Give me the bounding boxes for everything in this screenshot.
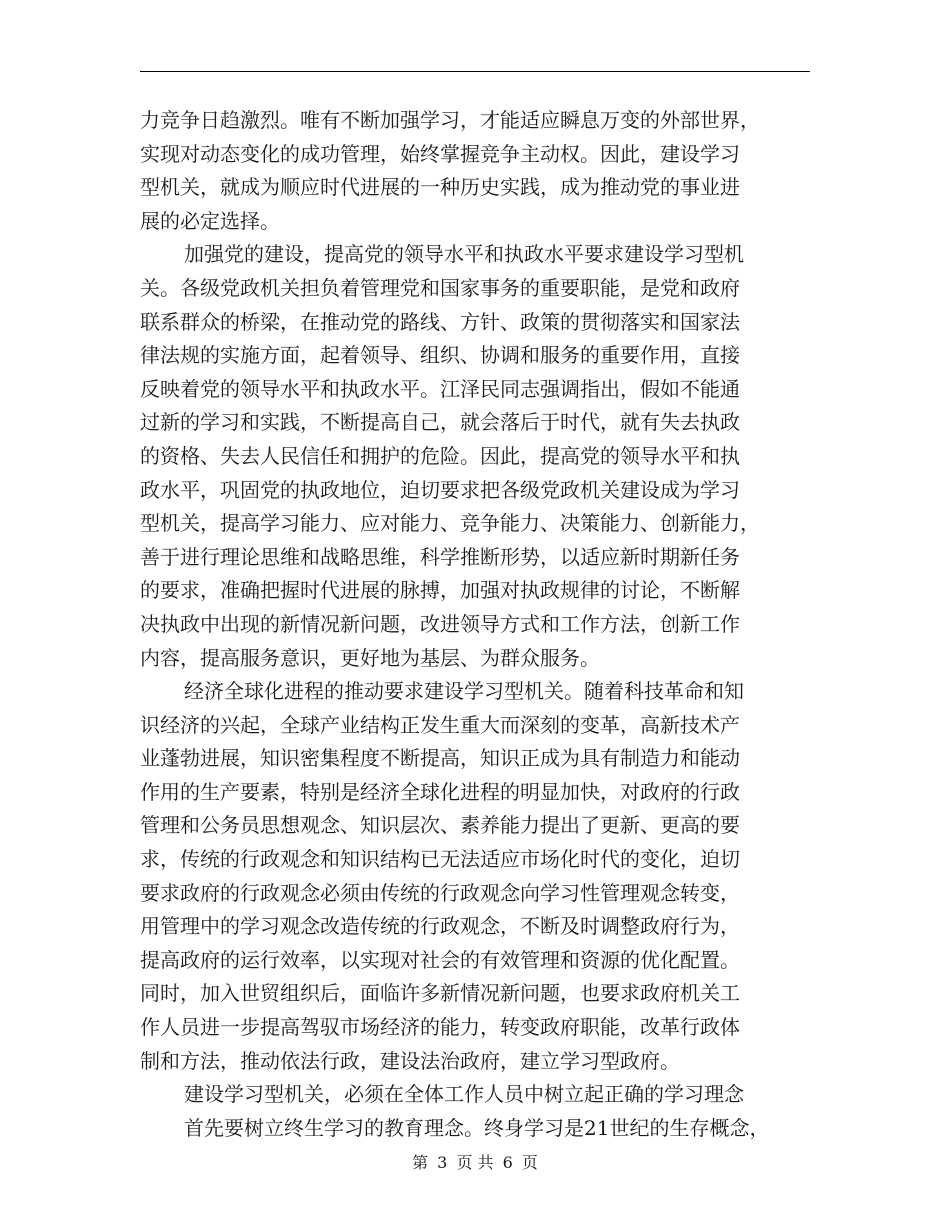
text-line: 经济全球化进程的推动要求建设学习型机关。随着科技革命和知 [184,679,744,704]
text-line: 作人员进一步提高驾驭市场经济的能力，转变政府职能，改革行政体 [140,1015,740,1040]
footer-total-pages: 6 [502,1153,513,1172]
text-line: 加强党的建设，提高党的领导水平和执政水平要求建设学习型机 [184,242,744,267]
footer-suffix: 页 [521,1153,538,1172]
text-line: 展的必定选择。 [140,208,280,233]
text-line: 作用的生产要素，特别是经济全球化进程的明显加快，对政府的行政 [140,779,740,804]
text-line: 联系群众的桥梁，在推动党的路线、方针、政策的贯彻落实和国家法 [140,309,740,334]
text-line: 识经济的兴起，全球产业结构正发生重大而深刻的变革，高新技术产 [140,712,740,737]
text-line: 建设学习型机关，必须在全体工作人员中树立起正确的学习理念 [184,1082,744,1107]
header-rule [140,71,810,72]
footer-prefix: 第 [412,1153,429,1172]
text-line: 首先要树立终生学习的教育理念。终身学习是21世纪的生存概念， [184,1115,770,1140]
text-line: 用管理中的学习观念改造传统的行政观念，不断及时调整政府行为， [140,914,740,939]
text-line: 过新的学习和实践，不断提高自己，就会落后于时代，就有失去执政 [140,410,740,435]
footer-current-page: 3 [437,1153,448,1172]
text-line: 决执政中出现的新情况新问题，改进领导方式和工作方法，创新工作 [140,611,740,636]
text-line: 实现对动态变化的成功管理，始终掌握竞争主动权。因此，建设学习 [140,141,740,166]
text-line: 的要求，准确把握时代进展的脉搏，加强对执政规律的讨论，不断解 [140,578,740,603]
page-footer [0,1152,950,1174]
text-line: 反映着党的领导水平和执政水平。江泽民同志强调指出，假如不能通 [140,376,740,401]
text-line: 型机关，就成为顺应时代进展的一种历史实践，成为推动党的事业进 [140,175,740,200]
text-line: 力竞争日趋激烈。唯有不断加强学习，才能适应瞬息万变的外部世界， [140,108,760,132]
text-line: 的资格、失去人民信任和拥护的危险。因此，提高党的领导水平和执 [140,443,740,468]
text-line: 同时，加入世贸组织后，面临许多新情况新问题，也要求政府机关工 [140,981,740,1006]
text-line: 政水平，巩固党的执政地位，迫切要求把各级党政机关建设成为学习 [140,477,740,502]
text-line: 要求政府的行政观念必须由传统的行政观念向学习性管理观念转变， [140,880,740,905]
text-line: 善于进行理论思维和战略思维，科学推断形势，以适应新时期新任务 [140,544,740,569]
text-line: 关。各级党政机关担负着管理党和国家事务的重要职能，是党和政府 [140,275,740,300]
text-line: 管理和公务员思想观念、知识层次、素养能力提出了更新、更高的要 [140,813,740,838]
text-line: 求，传统的行政观念和知识结构已无法适应市场化时代的变化，迫切 [140,847,740,872]
text-line: 律法规的实施方面，起着领导、组织、协调和服务的重要作用，直接 [140,343,740,368]
document-body [140,104,810,1145]
text-line: 提高政府的运行效率，以实现对社会的有效管理和资源的优化配置。 [140,947,740,972]
footer-middle: 页 共 [456,1153,494,1172]
text-line: 型机关，提高学习能力、应对能力、竞争能力、决策能力、创新能力， [140,511,760,536]
text-line: 制和方法，推动依法行政，建设法治政府，建立学习型政府。 [140,1048,680,1073]
text-line: 内容，提高服务意识，更好地为基层、为群众服务。 [140,645,600,670]
text-line: 业蓬勃进展，知识密集程度不断提高，知识正成为具有制造力和能动 [140,746,740,771]
